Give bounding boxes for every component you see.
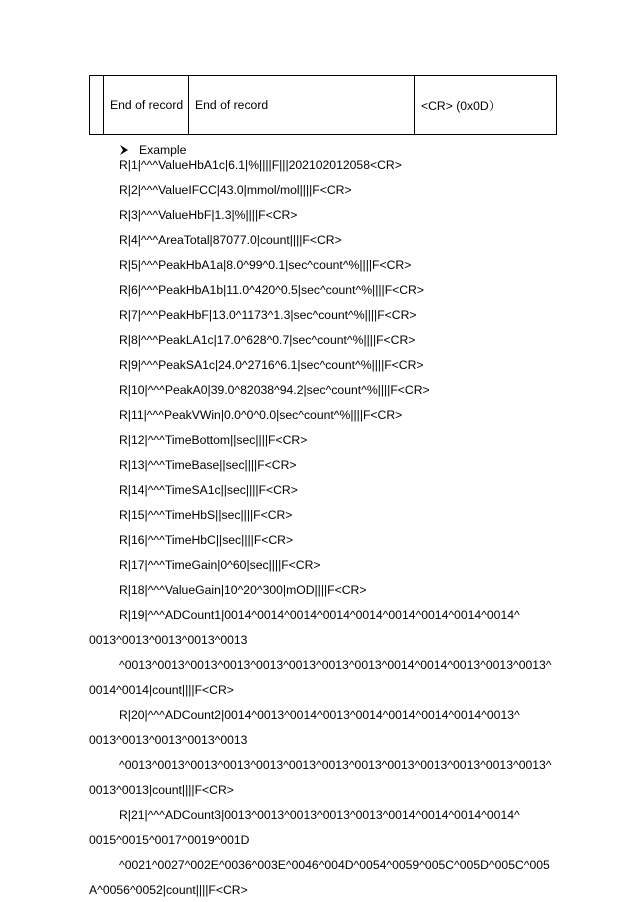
text-line: 0014^0014|count||||F<CR> [89, 683, 234, 697]
text-line: R|3|^^^ValueHbF|1.3|%||||F<CR> [119, 208, 298, 222]
text-line: ^0013^0013^0013^0013^0013^0013^0013^0013^0014^0014^0013^0013^0013^ [119, 658, 552, 672]
table-cell-empty [90, 76, 104, 135]
table-cell-value: <CR> (0x0D） [415, 76, 557, 135]
text-line: R|11|^^^PeakVWin|0.0^0^0.0|sec^count^%||||F<CR> [119, 408, 403, 422]
table-row [90, 76, 557, 135]
arrow-bullet-icon [119, 145, 129, 155]
text-line: ^0021^0027^002E^0036^003E^0046^004D^0054^0059^005C^005D^005C^005 [119, 858, 550, 872]
text-line: R|18|^^^ValueGain|10^20^300|mOD||||F<CR> [119, 583, 367, 597]
table-cell-field: End of record [104, 76, 189, 135]
text-line: 0015^0015^0017^0019^001D [89, 833, 250, 847]
record-table [89, 75, 557, 135]
text-line: R|5|^^^PeakHbA1a|8.0^99^0.1|sec^count^%||||F<CR> [119, 258, 412, 272]
text-line: R|12|^^^TimeBottom||sec||||F<CR> [119, 433, 308, 447]
text-line: R|4|^^^AreaTotal|87077.0|count||||F<CR> [119, 233, 342, 247]
text-line: R|2|^^^ValueIFCC|43.0|mmol/mol||||F<CR> [119, 183, 352, 197]
text-line: R|21|^^^ADCount3|0013^0013^0013^0013^0013^0014^0014^0014^0014^ [119, 808, 520, 822]
text-line: R|17|^^^TimeGain|0^60|sec||||F<CR> [119, 558, 321, 572]
text-line: R|13|^^^TimeBase||sec||||F<CR> [119, 458, 297, 472]
text-line: R|20|^^^ADCount2|0014^0013^0014^0013^0014^0014^0014^0014^0013^ [119, 708, 520, 722]
text-line: 0013^0013^0013^0013^0013 [89, 733, 248, 747]
text-line: R|19|^^^ADCount1|0014^0014^0014^0014^0014^0014^0014^0014^0014^ [119, 608, 520, 622]
text-line: ^0013^0013^0013^0013^0013^0013^0013^0013^0013^0013^0013^0013^0013^ [119, 758, 552, 772]
text-line: R|1|^^^ValueHbA1c|6.1|%||||F|||202102012058<CR> [119, 158, 402, 172]
text-line: R|15|^^^TimeHbS||sec||||F<CR> [119, 508, 293, 522]
text-line: A^0056^0052|count||||F<CR> [89, 883, 248, 897]
text-line: 0013^0013|count||||F<CR> [89, 783, 234, 797]
text-line: R|10|^^^PeakA0|39.0^82038^94.2|sec^count^%||||F<CR> [119, 383, 430, 397]
example-label: Example [139, 143, 187, 157]
text-line: R|16|^^^TimeHbC||sec||||F<CR> [119, 533, 294, 547]
text-line: R|6|^^^PeakHbA1b|11.0^420^0.5|sec^count^%||||F<CR> [119, 283, 424, 297]
text-line: 0013^0013^0013^0013^0013 [89, 633, 248, 647]
text-line: R|14|^^^TimeSA1c||sec||||F<CR> [119, 483, 298, 497]
text-line: R|8|^^^PeakLA1c|17.0^628^0.7|sec^count^%||||F<CR> [119, 333, 416, 347]
table-cell-description: End of record [189, 76, 415, 135]
text-line: R|9|^^^PeakSA1c|24.0^2716^6.1|sec^count^%||||F<CR> [119, 358, 424, 372]
text-line: R|7|^^^PeakHbF|13.0^1173^1.3|sec^count^%||||F<CR> [119, 308, 417, 322]
